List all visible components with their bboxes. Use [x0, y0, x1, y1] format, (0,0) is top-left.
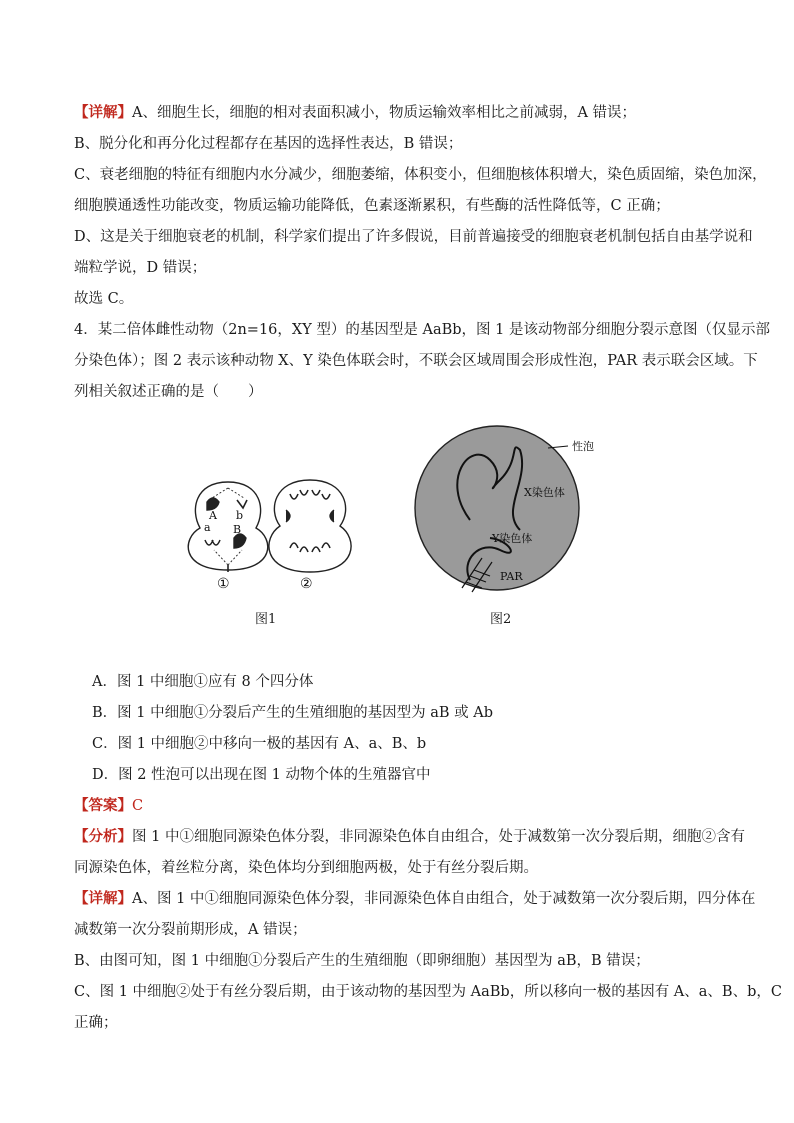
option-d: D．图 2 性泡可以出现在图 1 动物个体的生殖器官中	[92, 767, 431, 783]
gene-A-label: A	[209, 509, 217, 522]
detail2-line-3: B、由图可知，图 1 中细胞①分裂后产生的生殖细胞（即卵细胞）基因型为 aB，B 错误；	[74, 953, 650, 969]
detail1-line-2: B、脱分化和再分化过程都存在基因的选择性表达，B 错误；	[74, 136, 463, 152]
sex-vesicle-label: 性泡	[572, 440, 594, 453]
detail2-line-1: 【详解】A、图 1 中①细胞同源染色体分裂，非同源染色体自由组合，处于减数第一次分裂后期，四分体在	[74, 890, 756, 907]
detail1-line-5: D、这是关于细胞衰老的机制，科学家们提出了许多假说，目前普遍接受的细胞衰老机制包括自由基学说和	[74, 229, 753, 245]
detail2-line-5: 正确；	[74, 1015, 118, 1031]
detail1-conclusion: 故选 C。	[74, 291, 134, 307]
option-b: B．图 1 中细胞①分裂后产生的生殖细胞的基因型为 aB 或 Ab	[92, 705, 493, 721]
cell2-label: ②	[300, 576, 313, 592]
question-line-2: 分染色体）；图 2 表示该种动物 X、Y 染色体联会时，不联会区域周围会形成性泡，PAR 表示联会区域。下	[74, 353, 758, 369]
figure-drawing	[0, 420, 794, 640]
option-a: A．图 1 中细胞①应有 8 个四分体	[92, 674, 314, 690]
detail2-line-4: C、图 1 中细胞②处于有丝分裂后期，由于该动物的基因型为 AaBb，所以移向一极的基因有 A、a、B、b，C	[74, 984, 782, 1000]
x-chromosome-label: X染色体	[524, 486, 565, 499]
detail1-line-4: 细胞膜通透性功能改变，物质运输功能降低，色素逐渐累积，有些酶的活性降低等，C 正确；	[74, 198, 670, 214]
detail1-line-3: C、衰老细胞的特征有细胞内水分减少，细胞萎缩，体积变小，但细胞核体积增大，染色质固缩，染色加深，	[74, 167, 767, 183]
gene-a-label: a	[204, 521, 211, 534]
detail2-tag: 【详解】	[74, 890, 132, 907]
fig1-caption: 图1	[255, 612, 277, 627]
gene-b-label: b	[236, 509, 244, 522]
question-line-3: 列相关叙述正确的是（ ）	[74, 384, 263, 400]
detail1-line-6: 端粒学说，D 错误；	[74, 260, 207, 276]
detail2-line-2: 减数第一次分裂前期形成，A 错误；	[74, 922, 307, 938]
par-label: PAR	[500, 570, 523, 583]
fig1-cell2	[269, 480, 351, 572]
detail1-line-1: 【详解】A、细胞生长，细胞的相对表面积减小，物质运输效率相比之前减弱，A 错误；	[74, 104, 637, 121]
answer-line	[74, 796, 734, 816]
analysis-tag: 【分析】	[74, 828, 132, 845]
y-chromosome-label: Y染色体	[492, 532, 533, 545]
analysis-line-2: 同源染色体，着丝粒分离，染色体均分到细胞两极，处于有丝分裂后期。	[74, 860, 538, 876]
option-c: C．图 1 中细胞②中移向一极的基因有 A、a、B、b	[92, 736, 427, 752]
gene-B-label: B	[233, 523, 242, 536]
question-line-1: 4．某二倍体雌性动物（2n=16，XY 型）的基因型是 AaBb，图 1 是该动物部分细胞分裂示意图（仅显示部	[74, 322, 770, 338]
answer-tag: 【答案】	[74, 797, 132, 814]
detail-tag: 【详解】	[74, 104, 132, 121]
fig2-sex-vesicle	[415, 426, 579, 592]
analysis-line-1: 【分析】图 1 中①细胞同源染色体分裂，非同源染色体自由组合，处于减数第一次分裂后期，细胞②含有	[74, 828, 745, 845]
cell1-label: ①	[217, 576, 230, 592]
answer-value: C	[132, 798, 144, 814]
figure-area	[0, 420, 794, 640]
fig2-caption: 图2	[490, 612, 512, 627]
fig1-cell1	[188, 482, 267, 572]
